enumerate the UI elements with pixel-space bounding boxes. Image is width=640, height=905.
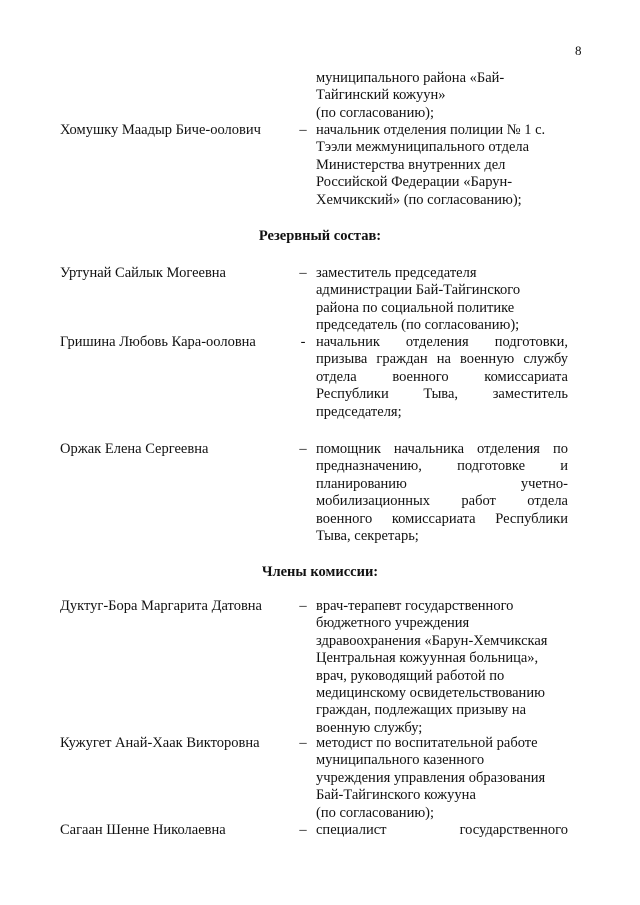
description-line: отдела военного комиссариата	[316, 368, 568, 385]
member-name: Дуктуг-Бора Маргарита Датовна	[60, 598, 262, 614]
description-line: Хемчикский» (по согласованию);	[316, 191, 522, 208]
description-line: Центральная кожуунная больница»,	[316, 650, 539, 667]
member-name: Оржак Елена Сергеевна	[60, 441, 209, 457]
dash-separator: –	[299, 265, 307, 281]
description-line: администрации Бай-Тайгинского	[316, 282, 521, 299]
member-name: Хомушку Маадыр Биче-оолович	[60, 122, 261, 138]
description-line: (по согласованию);	[316, 104, 435, 121]
section-heading-reserve: Резервный состав:	[258, 228, 382, 244]
description-line: муниципального казенного	[316, 752, 485, 769]
member-role	[316, 441, 568, 545]
dash-separator: –	[299, 441, 307, 457]
description-line: здравоохранения «Барун-Хемчикская	[316, 632, 548, 649]
member-role	[316, 735, 568, 822]
description-line: врач-терапевт государственного	[316, 598, 514, 614]
description-line: бюджетного учреждения	[316, 615, 470, 632]
description-line: помощник начальника отделения по	[316, 441, 568, 457]
dash-separator: –	[299, 598, 307, 614]
member-name: Уртунай Сайлык Могеевна	[60, 265, 226, 281]
description-line: Российской Федерации «Барун-	[316, 174, 513, 191]
description-line: муниципального района «Бай-	[316, 70, 505, 86]
description-line: граждан, подлежащих призыву на	[316, 702, 527, 719]
description-line: врач, руководящий работой по	[316, 667, 505, 684]
description-line: призыва граждан на военную службу	[316, 351, 568, 368]
description-line: председатель (по согласованию);	[316, 317, 520, 334]
description-line: начальник отделения подготовки,	[316, 334, 568, 350]
description-line: района по социальной политике	[316, 299, 515, 316]
description-line: Тыва, секретарь;	[316, 528, 419, 545]
description-line: медицинскому освидетельствованию	[316, 685, 545, 702]
description-line: начальник отделения полиции № 1 с.	[316, 122, 546, 138]
member-role	[316, 822, 568, 839]
member-role	[316, 265, 568, 335]
description-line: заместитель председателя	[316, 265, 477, 281]
description-line: Бай-Тайгинского кожууна	[316, 787, 476, 804]
page-number: 8	[575, 43, 582, 58]
description-line: предназначению, подготовке и	[316, 458, 568, 475]
description-line: планированию учетно-	[316, 475, 568, 492]
section-heading-members: Члены комиссии:	[261, 564, 379, 580]
description-line: Тээли межмуниципального отдела	[316, 139, 530, 156]
description-line: военного комиссариата Республики	[316, 510, 568, 527]
member-name: Кужугет Анай-Хаак Викторовна	[60, 735, 260, 751]
dash-separator: –	[299, 122, 307, 138]
member-role	[316, 122, 568, 209]
description-line: методист по воспитательной работе	[316, 735, 538, 751]
description-line: Республики Тыва, заместитель	[316, 386, 568, 403]
dash-separator: –	[299, 822, 307, 838]
description-line: учреждения управления образования	[316, 769, 546, 786]
description-line: военную службу;	[316, 719, 423, 736]
description-line: Министерства внутренних дел	[316, 156, 506, 173]
member-role	[316, 334, 568, 421]
description-line: специалист государственного	[316, 822, 568, 838]
description-line: мобилизационных работ отдела	[316, 493, 568, 510]
description-line: (по согласованию);	[316, 804, 435, 821]
dash-separator: -	[300, 334, 306, 350]
member-name: Сагаан Шенне Николаевна	[60, 822, 226, 838]
member-name: Гришина Любовь Кара-ооловна	[60, 334, 256, 350]
description-line: Тайгинский кожуун»	[316, 87, 446, 104]
member-role	[316, 598, 568, 737]
dash-separator: –	[299, 735, 307, 751]
continuation-description	[316, 70, 568, 122]
description-line: председателя;	[316, 403, 402, 420]
